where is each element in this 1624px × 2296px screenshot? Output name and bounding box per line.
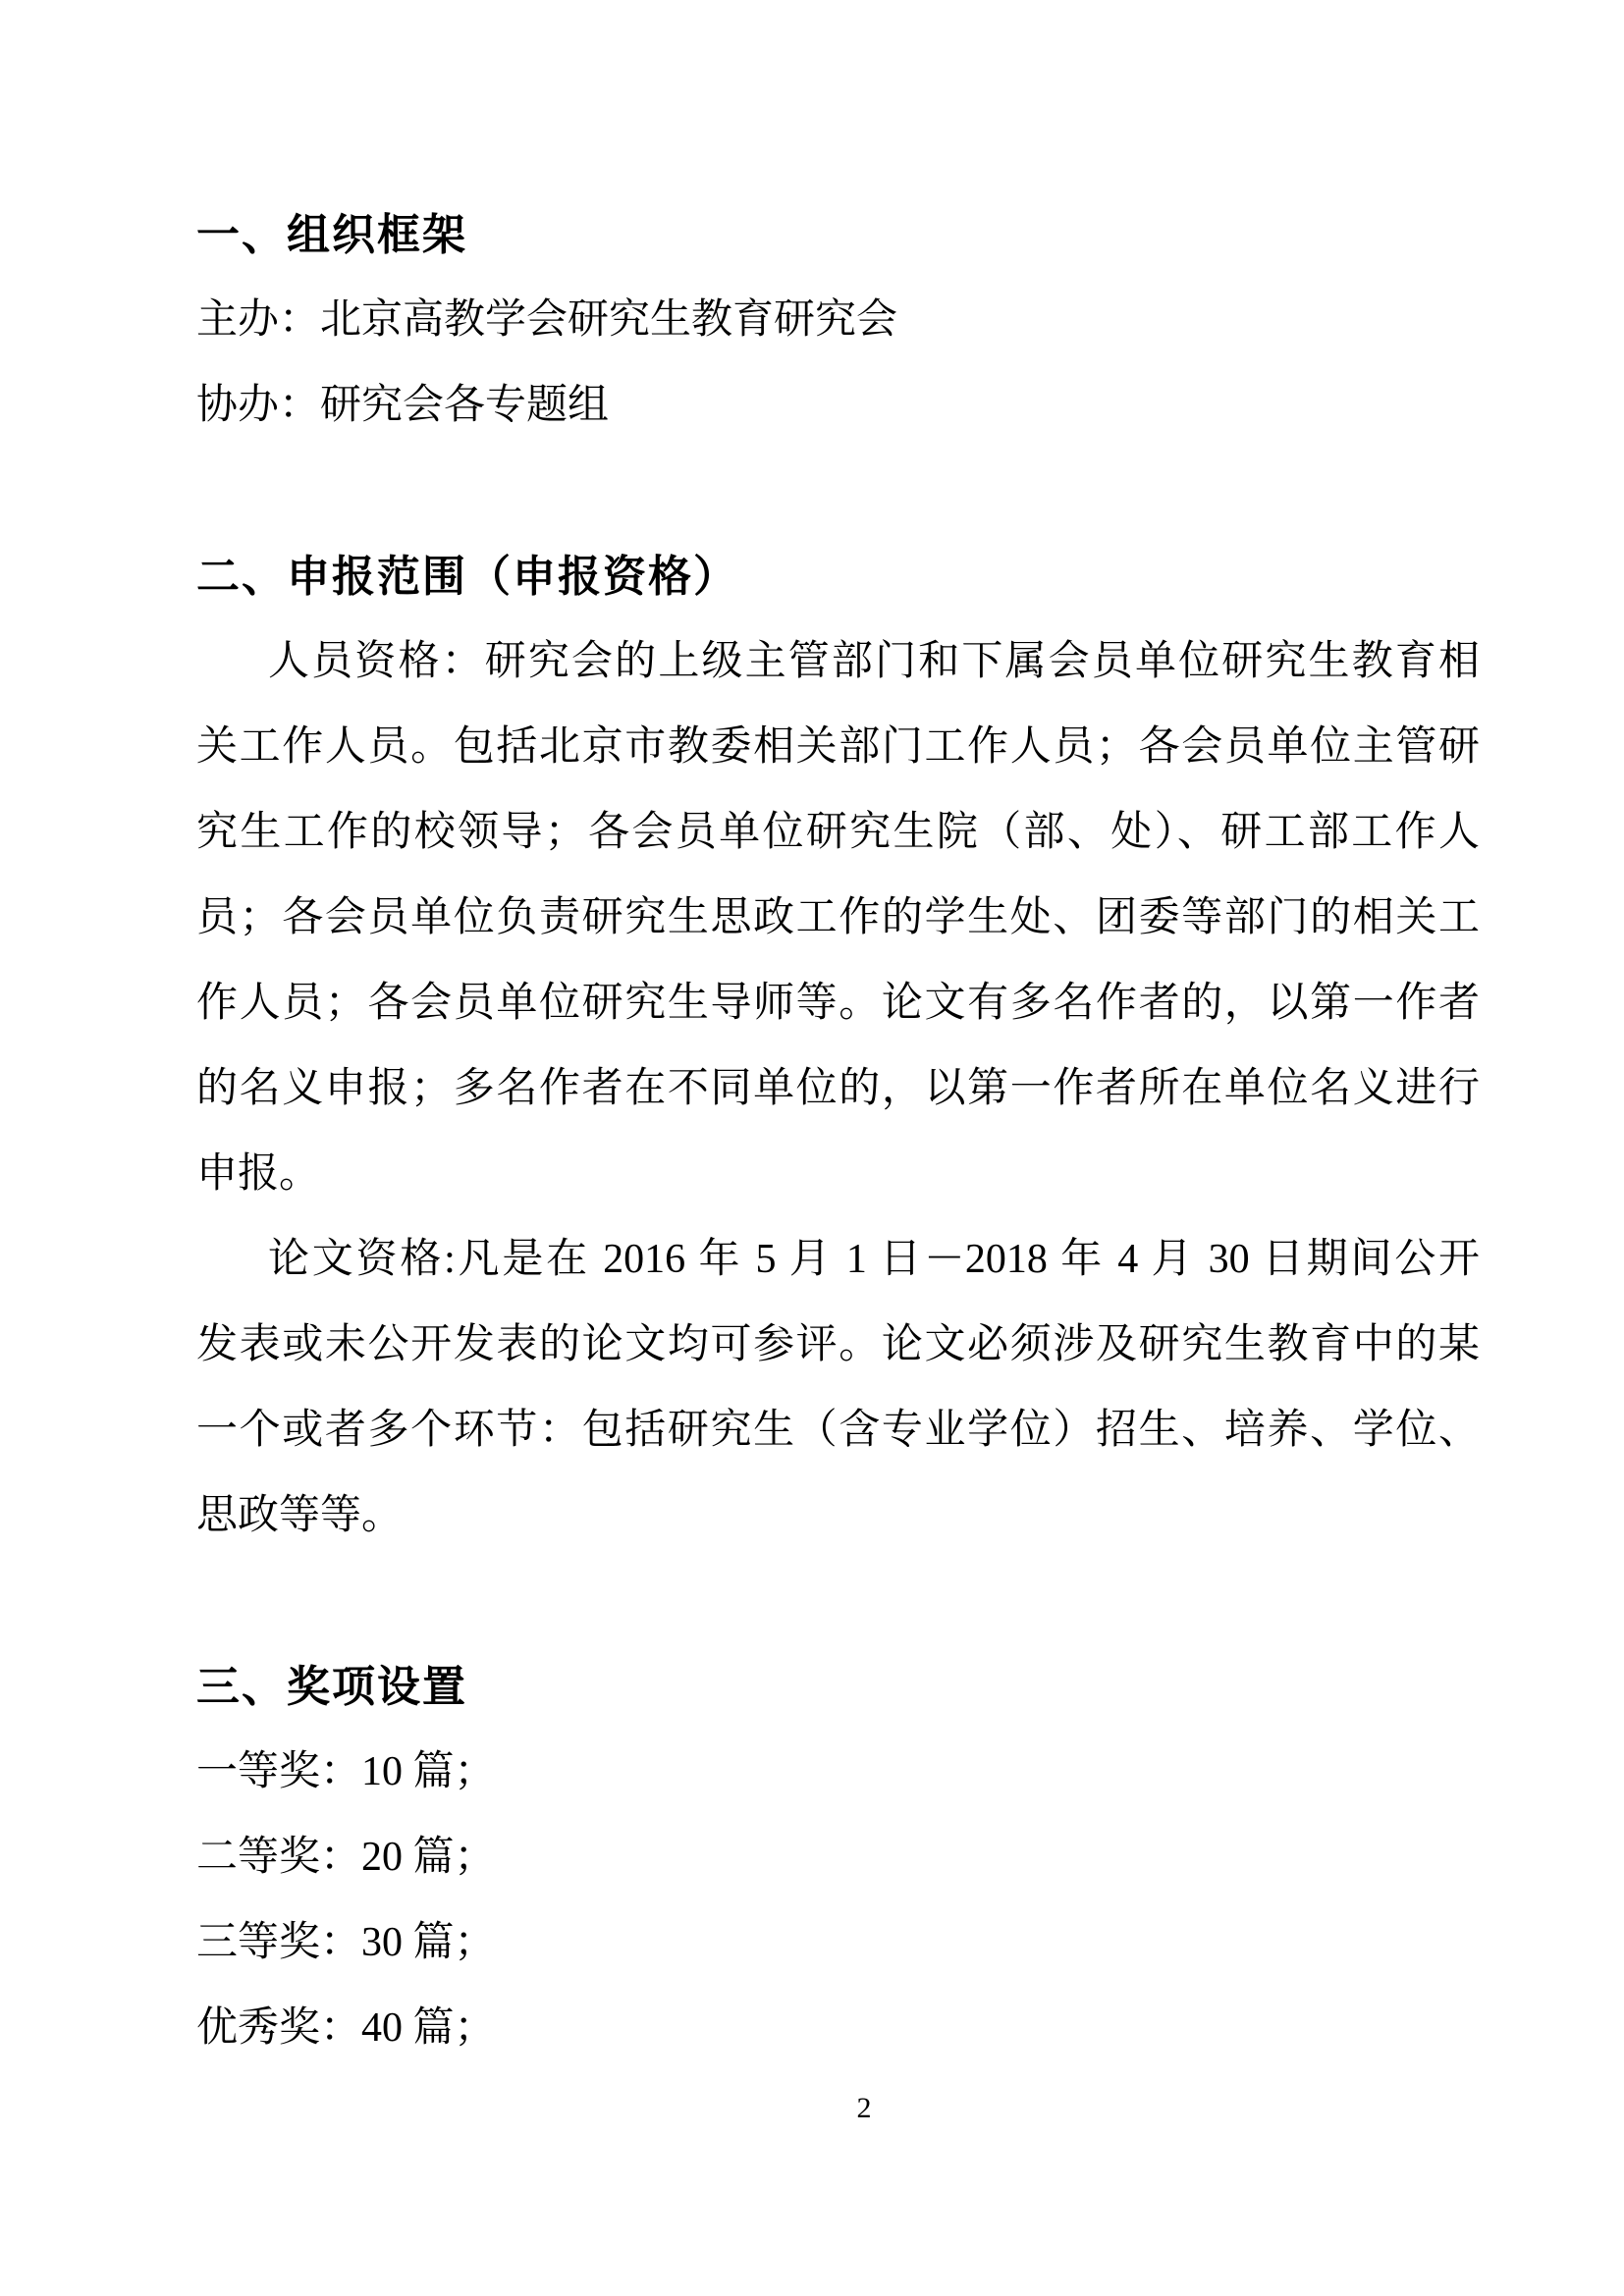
para1-line-3: 究生工作的校领导；各会员单位研究生院（部、处）、研工部工作人: [196, 810, 1480, 855]
para1-line-5: 作人员；各会员单位研究生导师等。论文有多名作者的，以第一作者: [196, 981, 1480, 1026]
para1-line-7: 申报。: [196, 1151, 321, 1197]
co-host-line: 协办：研究会各专题组: [196, 383, 610, 428]
page-number: 2: [856, 2092, 872, 2124]
para2-line-4: 思政等等。: [196, 1493, 404, 1538]
para2-line-2: 发表或未公开发表的论文均可参评。论文必须涉及研究生教育中的某: [196, 1322, 1480, 1367]
para1-line-4: 员；各会员单位负责研究生思政工作的学生处、团委等部门的相关工: [196, 895, 1480, 940]
award-line-first-prize: 一等奖：10 篇；: [196, 1749, 496, 1794]
para1-line-6: 的名义申报；多名作者在不同单位的，以第一作者所在单位名义进行: [196, 1066, 1480, 1111]
award-line-second-prize: 二等奖：20 篇；: [196, 1835, 496, 1880]
section-1-heading: 一、组织框架: [196, 211, 467, 259]
host-line: 主办：北京高教学会研究生教育研究会: [196, 297, 898, 343]
para2-line-3: 一个或者多个环节：包括研究生（含专业学位）招生、培养、学位、: [196, 1408, 1480, 1453]
section-2-heading: 二、申报范围（申报资格）: [196, 553, 738, 601]
award-line-third-prize: 三等奖：30 篇；: [196, 1920, 496, 1965]
document-content: [196, 192, 1480, 2071]
section-3-heading: 三、奖项设置: [196, 1663, 467, 1711]
para1-line-2: 关工作人员。包括北京市教委相关部门工作人员；各会员单位主管研: [196, 724, 1480, 770]
para2-line-1: 论文资格:凡是在 2016 年 5 月 1 日－2018 年 4 月 30 日期间公开: [268, 1237, 1480, 1282]
para1-line-1: 人员资格：研究会的上级主管部门和下属会员单位研究生教育相: [268, 639, 1480, 684]
award-line-excellence-prize: 优秀奖：40 篇；: [196, 2005, 496, 2051]
